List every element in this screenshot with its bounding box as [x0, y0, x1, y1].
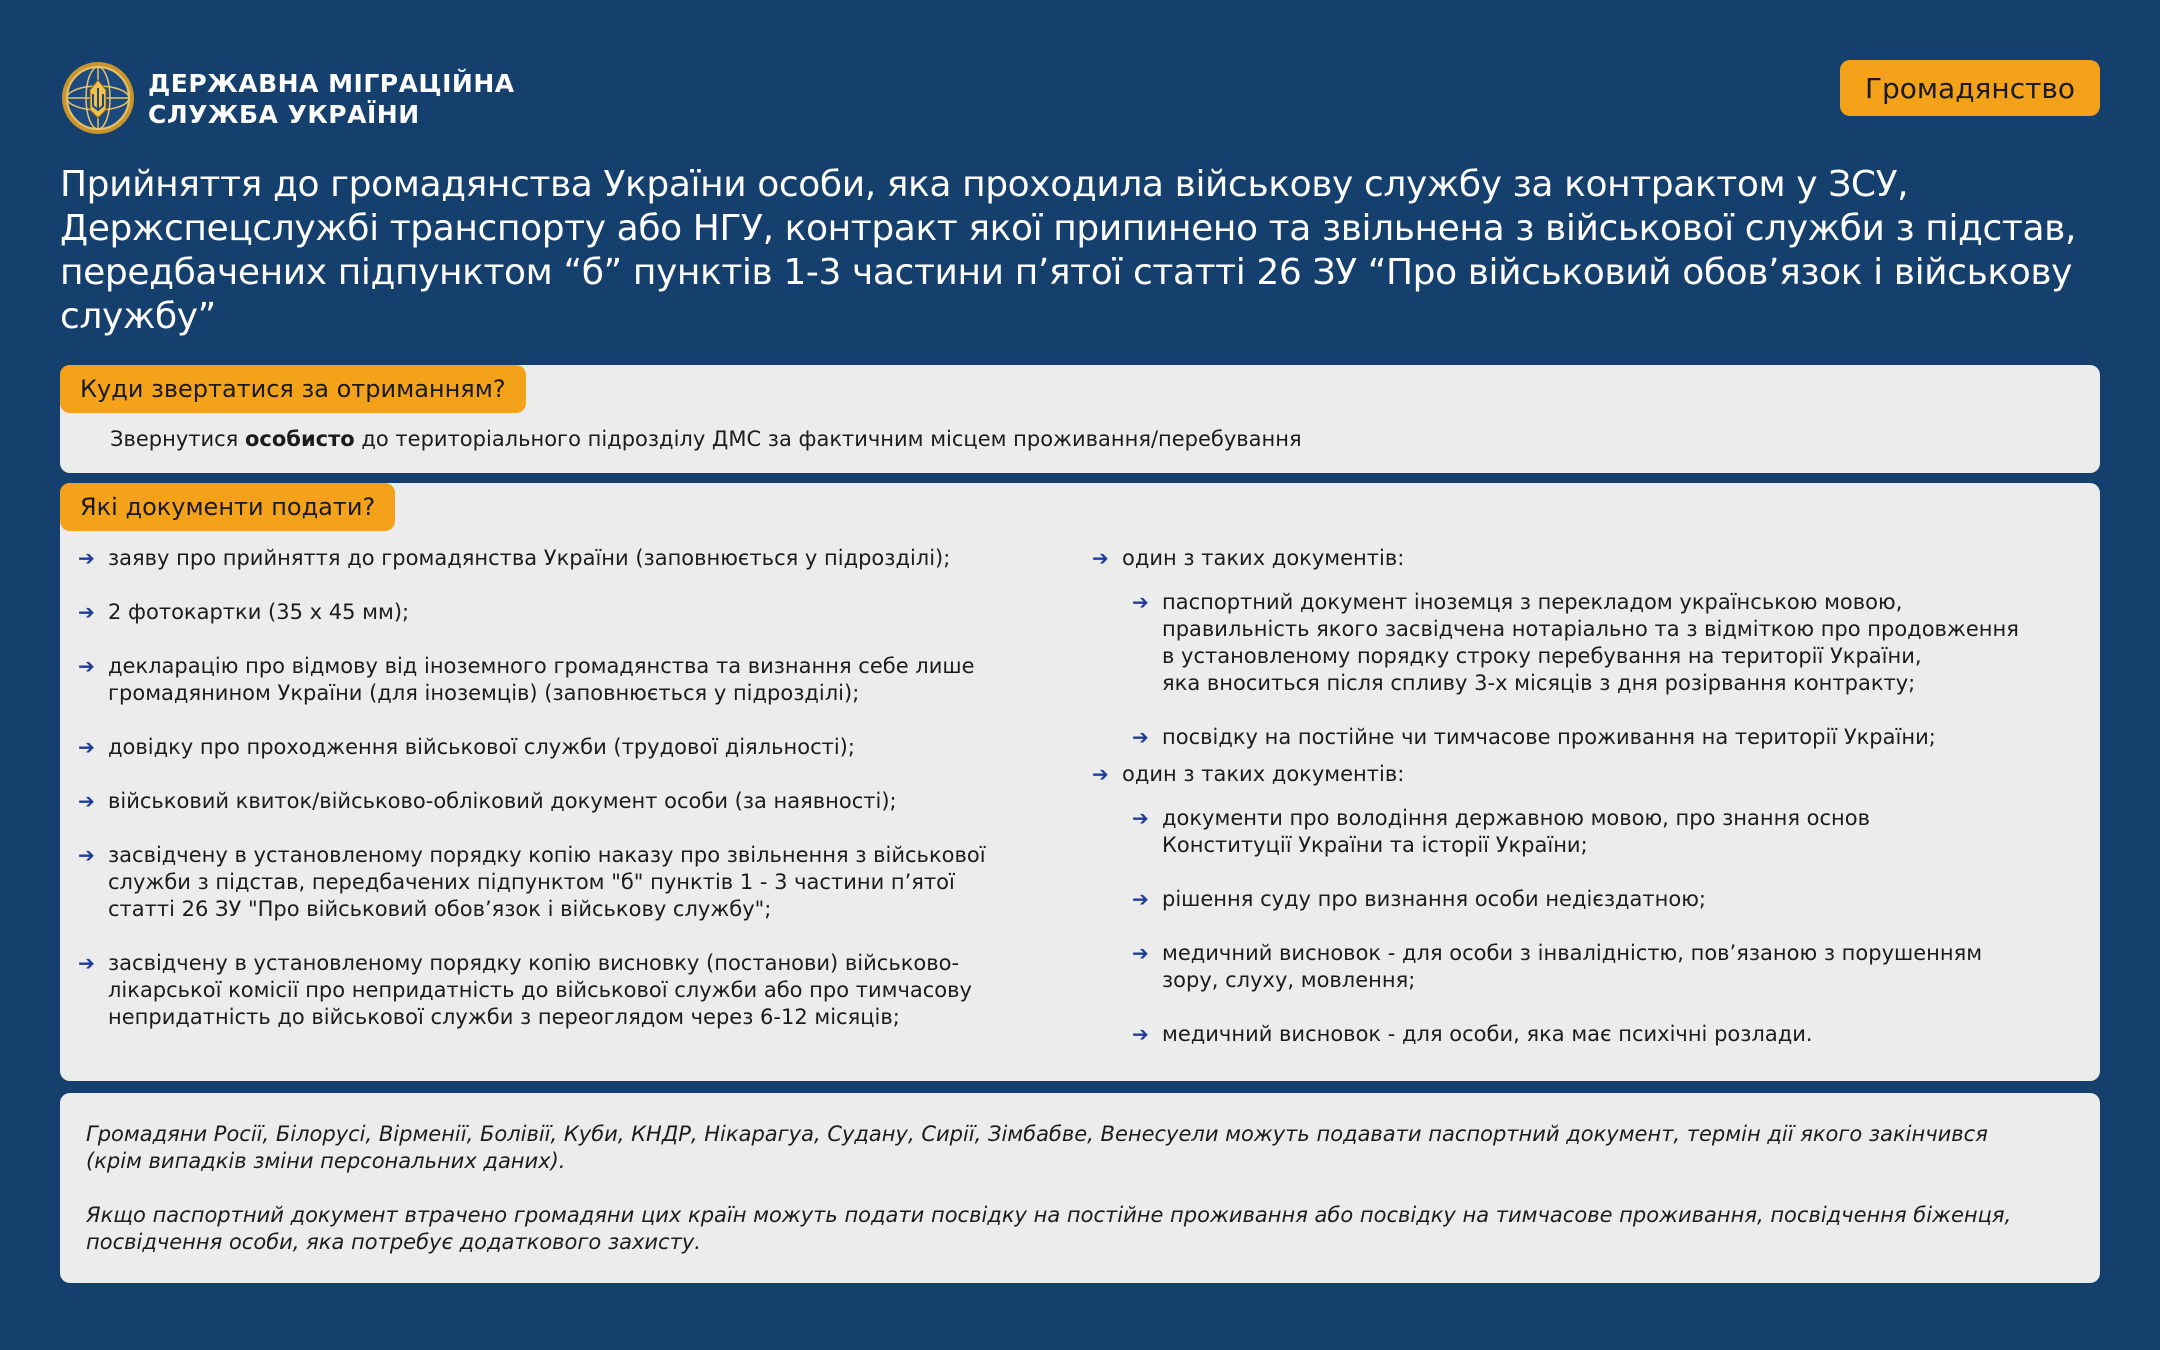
where-text-bold: особисто	[244, 427, 355, 451]
list-item-line: в установленому порядку строку перебування на території України,	[1162, 644, 1922, 668]
list-item-line: засвідчену в установленому порядку копію наказу про звільнення з військової	[108, 843, 986, 867]
arrow-right-icon: ➔	[1132, 725, 1149, 749]
list-item-line: лікарської комісії про непридатність до військової служби або про тимчасову	[108, 978, 972, 1002]
org-name-line1: ДЕРЖАВНА МІГРАЦІЙНА	[148, 69, 515, 98]
list-item-line: правильність якого засвідчена нотаріально та з відміткою про продовження	[1162, 617, 2019, 641]
arrow-right-icon: ➔	[1132, 887, 1149, 911]
list-item-line: медичний висновок - для особи, яка має психічні розлади.	[1162, 1022, 1813, 1046]
list-item	[1132, 805, 2082, 859]
note-line: Якщо паспортний документ втрачено громадяни цих країн можуть подати посвідку на постійне проживання або посвідку на тимчасове проживання, посвідчення біженця,	[86, 1203, 2012, 1227]
arrow-right-icon: ➔	[1132, 941, 1149, 965]
list-item-text	[1162, 589, 2082, 697]
note-line: Громадяни Росії, Білорусі, Вірменії, Болівії, Куби, КНДР, Нікарагуа, Судану, Сирії, Зімбабве, Венесуели можуть подавати паспортний документ, термін дії якого закінчився	[86, 1122, 1988, 1146]
arrow-right-icon: ➔	[78, 735, 95, 759]
list-item-line: засвідчену в установленому порядку копію висновку (постанови) військово-	[108, 951, 960, 975]
list-item	[1132, 724, 2082, 751]
list-item-line: зору, слуху, мовлення;	[1162, 968, 1416, 992]
list-item	[78, 950, 1068, 1031]
arrow-right-icon: ➔	[1092, 762, 1109, 786]
dms-emblem-icon	[60, 60, 136, 136]
list-item-text	[108, 788, 1068, 815]
list-item-text	[108, 842, 1068, 923]
group-label-text: один з таких документів:	[1122, 762, 1405, 786]
list-item	[78, 545, 1068, 572]
list-item-text	[1162, 805, 2082, 859]
list-item-text	[108, 545, 1068, 572]
list-item-line: непридатність до військової служби з переоглядом через 6-12 місяців;	[108, 1005, 900, 1029]
arrow-right-icon: ➔	[78, 654, 95, 678]
org-name-line2: СЛУЖБА УКРАЇНИ	[148, 100, 420, 129]
list-item-line: документи про володіння державною мовою, про знання основ	[1162, 806, 1871, 830]
category-badge: Громадянство	[1840, 60, 2100, 116]
list-item	[78, 788, 1068, 815]
list-item	[78, 599, 1068, 626]
list-item-line: Конституції України та історії України;	[1162, 833, 1588, 857]
documents-heading: Які документи подати?	[60, 483, 395, 531]
list-item-line: медичний висновок - для особи з інвалідністю, пов’язаною з порушенням	[1162, 941, 1983, 965]
arrow-right-icon: ➔	[78, 843, 95, 867]
arrow-right-icon: ➔	[1132, 806, 1149, 830]
group-label-text: один з таких документів:	[1122, 546, 1405, 570]
note-card	[60, 1093, 2100, 1283]
list-item-text	[108, 734, 1068, 761]
list-item	[78, 734, 1068, 761]
list-item	[1132, 886, 2082, 913]
note-line: посвідчення особи, яка потребує додаткового захисту.	[86, 1230, 701, 1254]
list-item-line: декларацію про відмову від іноземного громадянства та визнання себе лише	[108, 654, 975, 678]
list-item-line: заяву про прийняття до громадянства України (заповнюється у підрозділі);	[108, 546, 951, 570]
list-item-line: посвідку на постійне чи тимчасове проживання на території України;	[1162, 725, 1936, 749]
list-item-line: паспортний документ іноземця з перекладом українською мовою,	[1162, 590, 1903, 614]
list-item-text	[1162, 940, 2082, 994]
list-item	[78, 653, 1068, 707]
arrow-right-icon: ➔	[78, 951, 95, 975]
list-item-text	[1162, 724, 2082, 751]
note-paragraph-2	[86, 1202, 2074, 1256]
list-item	[1132, 1021, 2082, 1048]
page-title: Прийняття до громадянства України особи, яка проходила військову службу за контрактом у ЗСУ, Держспецслужбі транспорту або НГУ, контракт якої припинено та звільнена з військової служби з підстав, передбачених підпунктом “б” пунктів 1-3 частини п’ятої статті 26 ЗУ “Про військовий обов’язок і військову службу”	[60, 164, 2077, 337]
where-to-apply-heading: Куди звертатися за отриманням?	[60, 365, 526, 413]
arrow-right-icon: ➔	[78, 546, 95, 570]
where-to-apply-text	[110, 427, 1302, 451]
where-text-after: до територіального підрозділу ДМС за фактичним місцем проживання/перебування	[354, 427, 1302, 451]
list-item	[1132, 589, 2082, 697]
note-paragraph-1	[86, 1121, 2074, 1175]
group-label	[1092, 545, 2082, 572]
arrow-right-icon: ➔	[1132, 1022, 1149, 1046]
list-item-line: яка вноситься після спливу 3-х місяців з дня розірвання контракту;	[1162, 671, 1916, 695]
list-item-line: 2 фотокартки (35 х 45 мм);	[108, 600, 410, 624]
list-item-line: служби з підстав, передбачених підпунктом "б" пунктів 1 - 3 частини п’ятої	[108, 870, 955, 894]
list-item-line: військовий квиток/військово-обліковий документ особи (за наявності);	[108, 789, 897, 813]
arrow-right-icon: ➔	[78, 789, 95, 813]
arrow-right-icon: ➔	[1092, 546, 1109, 570]
list-item-text	[1162, 1021, 2082, 1048]
where-text-before: Звернутися	[110, 427, 245, 451]
arrow-right-icon: ➔	[78, 600, 95, 624]
where-to-apply-card	[60, 365, 2100, 473]
list-item	[1132, 940, 2082, 994]
organization-name	[148, 68, 515, 130]
documents-left-column	[78, 545, 1068, 1058]
list-item-text	[108, 599, 1068, 626]
list-item-text	[1162, 886, 2082, 913]
list-item-text	[108, 653, 1068, 707]
group-label	[1092, 761, 2082, 788]
list-item	[78, 842, 1068, 923]
list-item-line: рішення суду про визнання особи недієздатною;	[1162, 887, 1706, 911]
note-line: (крім випадків зміни персональних даних).	[86, 1149, 566, 1173]
documents-right-column	[1092, 545, 2082, 1075]
list-item-line: статті 26 ЗУ "Про військовий обов’язок і військову службу";	[108, 897, 772, 921]
list-item-text	[108, 950, 1068, 1031]
list-item-line: громадянином України (для іноземців) (заповнюється у підрозділі);	[108, 681, 860, 705]
list-item-line: довідку про проходження військової служби (трудової діяльності);	[108, 735, 855, 759]
documents-card	[60, 483, 2100, 1081]
arrow-right-icon: ➔	[1132, 590, 1149, 614]
